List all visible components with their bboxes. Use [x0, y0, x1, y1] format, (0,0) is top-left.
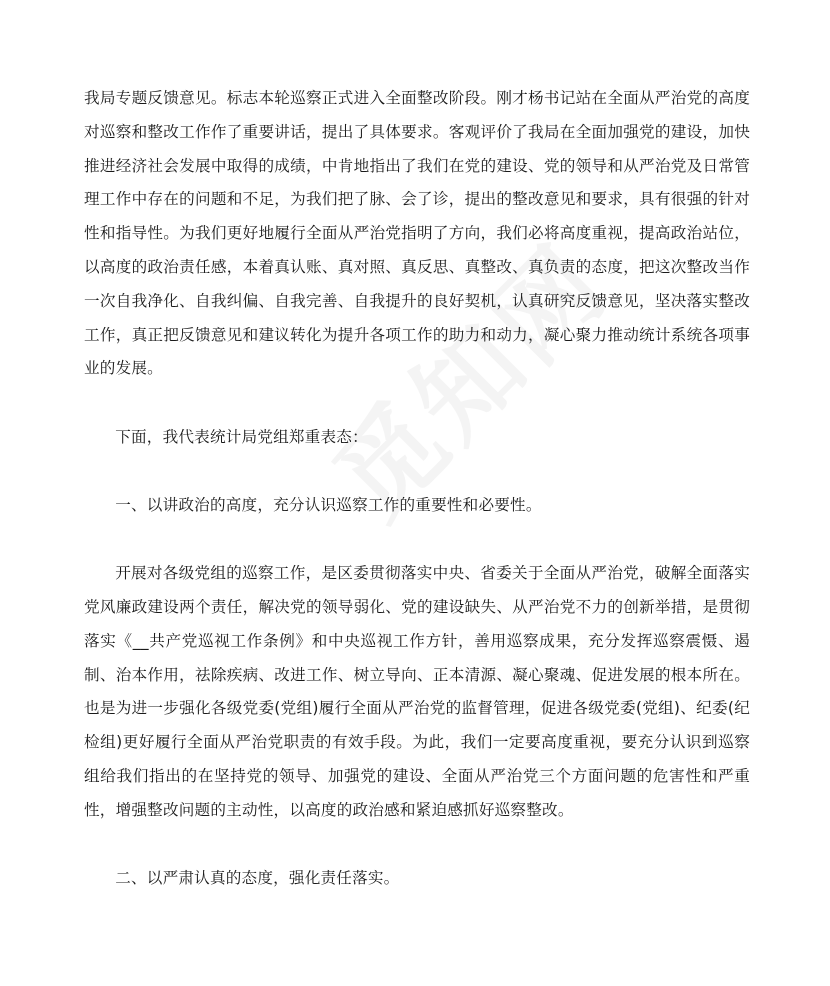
paragraph-spacer — [84, 386, 750, 421]
paragraph-opening-feedback: 我局专题反馈意见。标志本轮巡察正式进入全面整改阶段。刚才杨书记站在全面从严治党的高度对巡察和整改工作作了重要讲话，提出了具体要求。客观评价了我局在全面加强党的建设，加快推进经济社会发展中取得的成绩，中肯地指出了我们在党的建设、党的领导和从严治党及日常管理工作中存在的问题和不足，为我们把了脉、会了诊，提出的整改意见和要求，具有很强的针对性和指导性。为我们更好地履行全面从严治党指明了方向，我们必将高度重视，提高政治站位，以高度的政治责任感，本着真认账、真对照、真反思、真整改、真负责的态度，把这次整改当作一次自我净化、自我纠偏、自我完善、自我提升的良好契机，认真研究反馈意见，坚决落实整改工作，真正把反馈意见和建议转化为提升各项工作的助力和动力，凝心聚力推动统计系统各项事业的发展。 — [84, 89, 750, 378]
section-heading-1: 一、以讲政治的高度，充分认识巡察工作的重要性和必要性。 — [115, 495, 542, 514]
paragraph-spacer — [84, 523, 750, 558]
section-heading-2: 二、以严肃认真的态度，强化责任落实。 — [115, 869, 400, 888]
paragraph-spacer — [84, 454, 750, 489]
document-body — [84, 82, 750, 896]
paragraph-inspection-importance: 开展对各级党组的巡察工作，是区委贯彻落实中央、省委关于全面从严治党，破解全面落实党风廉政建设两个责任，解决党的领导弱化、党的建设缺失、从严治党不力的创新举措，是贯彻落实《__共产党巡视工作条例》和中央巡视工作方针，善用巡察成果，充分发挥巡察震慑、遏制、治本作用，祛除疾病、改进工作、树立导向、正本清源、凝心聚魂、促进发展的根本所在。也是为进一步强化各级党委(党组)履行全面从严治党的监督管理，促进各级党委(党组)、纪委(纪检组)更好履行全面从严治党职责的有效手段。为此，我们一定要高度重视，要充分认识到巡察组给我们指出的在坚持党的领导、加强党的建设、全面从严治党三个方面问题的危害性和严重性，增强整改问题的主动性，以高度的政治感和紧迫感抓好巡察整改。 — [84, 564, 750, 819]
paragraph-spacer — [84, 828, 750, 863]
paragraph-statement-intro: 下面，我代表统计局党组郑重表态： — [115, 427, 368, 446]
